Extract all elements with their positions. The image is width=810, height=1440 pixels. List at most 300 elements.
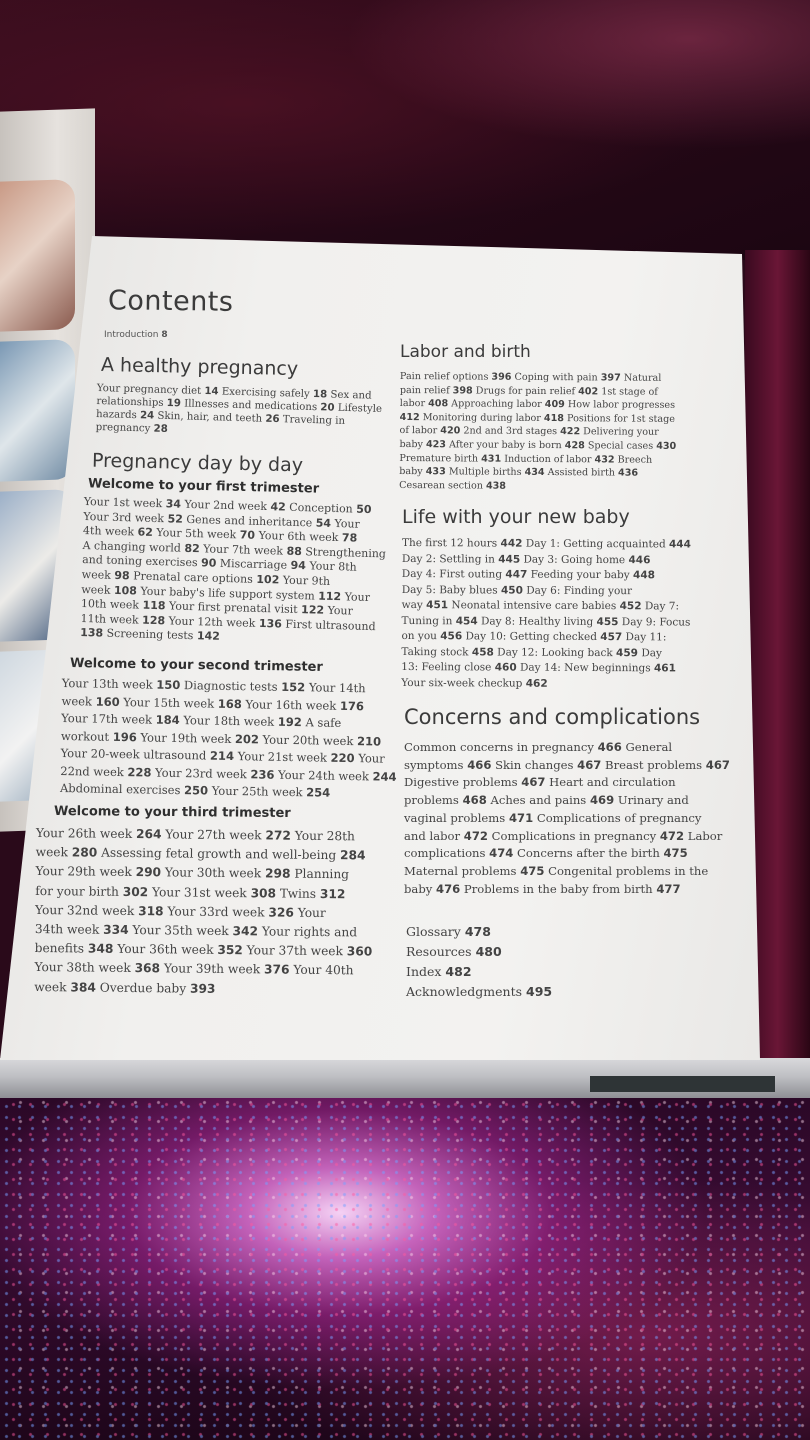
entry-text: Special cases: [584, 440, 657, 452]
toc-line: [404, 881, 730, 899]
page-number: 26: [265, 413, 280, 426]
entry-text: Exercising safely: [218, 386, 314, 401]
page-number: 70: [239, 528, 256, 542]
page-number: 18: [312, 389, 328, 401]
entry-text: Your: [323, 603, 354, 618]
toc-line: [404, 828, 730, 846]
page-number: 24: [139, 410, 155, 422]
entry-text: Sex and: [327, 389, 372, 402]
entry-text: Twins: [275, 886, 321, 901]
page-number: 318: [138, 903, 164, 919]
entry-text: week: [61, 693, 96, 709]
toc-line: [404, 774, 730, 792]
page-number: 20: [320, 402, 335, 414]
section-body-labor-and-birth: [399, 370, 677, 494]
entry-text: Your 19th week: [136, 729, 236, 746]
entry-text: How labor progresses: [564, 399, 676, 412]
entry-text: Prenatal care options: [129, 569, 257, 586]
section-body-life-with-new-baby: [401, 536, 691, 693]
toc-line: [402, 567, 691, 584]
entry-text: Concerns after the birth: [513, 846, 664, 861]
entry-text: pregnancy: [95, 421, 154, 435]
entry-text: The first 12 hours: [401, 537, 501, 550]
entry-text: Coping with pain: [511, 371, 601, 384]
introduction-entry: [104, 330, 168, 340]
toc-line: [404, 739, 730, 757]
page-number: 290: [135, 865, 162, 880]
page-number: 467: [705, 757, 730, 772]
page-number: 34: [165, 497, 182, 511]
page-number: 397: [600, 372, 621, 384]
entry-text: baby: [399, 438, 427, 451]
entry-text: week: [81, 567, 115, 582]
entry-text: Feeding your baby: [527, 568, 634, 582]
page-number: 42: [270, 500, 286, 514]
page-number: 451: [426, 599, 449, 612]
introduction-page: 8: [161, 330, 168, 340]
entry-text: Your 17th week: [61, 710, 156, 727]
entry-text: Your six-week checkup: [401, 676, 526, 690]
page-number: 280: [71, 845, 98, 860]
entry-text: Your: [354, 751, 385, 766]
entry-text: Your 7th week: [199, 542, 287, 558]
page-number: 108: [113, 583, 138, 598]
entry-text: General: [621, 740, 673, 754]
page-number: 122: [300, 603, 325, 617]
page-number: 434: [524, 467, 545, 479]
page-number: 368: [134, 961, 161, 976]
toc-line: [404, 810, 730, 828]
page-number: 50: [356, 502, 372, 517]
entry-text: Your: [293, 905, 326, 920]
page-number: 396: [491, 371, 512, 383]
entry-text: Index: [406, 964, 446, 979]
entry-text: week: [34, 979, 71, 994]
entry-text: Approaching labor: [448, 398, 545, 411]
page-number: 202: [234, 731, 260, 746]
toc-line: [402, 536, 691, 553]
page-number: 460: [494, 661, 517, 674]
entry-text: A safe: [301, 715, 342, 730]
entry-text: 1st stage of: [598, 385, 658, 398]
entry-text: Day 5: Baby blues: [401, 583, 502, 597]
page-number: 90: [200, 556, 217, 571]
section-heading-healthy-pregnancy: A healthy pregnancy: [100, 353, 299, 381]
entry-text: Your 26th week: [35, 825, 137, 842]
page-number: 436: [618, 467, 639, 479]
page-number: 495: [526, 984, 553, 999]
entry-text: Breast problems: [601, 757, 706, 772]
page-number: 94: [290, 559, 307, 573]
page-number: 118: [142, 598, 166, 613]
page-number: 250: [183, 783, 209, 798]
section-body-concerns-and-complications: [404, 739, 730, 898]
toc-line: [401, 644, 690, 661]
entry-text: Overdue baby: [95, 980, 191, 996]
page-number: 220: [330, 750, 355, 766]
toc-line: [399, 479, 676, 495]
entry-text: way: [401, 598, 427, 612]
entry-text: Your 35th week: [128, 922, 233, 939]
entry-text: baby: [404, 881, 436, 896]
back-matter-entry: [406, 982, 552, 1002]
toc-line: [402, 551, 691, 568]
entry-text: and toning exercises: [82, 553, 202, 570]
entry-text: symptoms: [404, 757, 468, 772]
photo-strip-1: [0, 179, 75, 332]
page-number: 433: [425, 466, 446, 478]
page-number: 236: [250, 766, 275, 782]
section-heading-pregnancy-day-by-day: Pregnancy day by day: [91, 449, 304, 477]
page-number: 475: [520, 863, 545, 878]
toc-line: [399, 438, 676, 454]
page-number: 62: [137, 525, 154, 540]
entry-text: Day 9: Focus: [618, 615, 691, 629]
toc-line: [400, 370, 677, 386]
entry-text: Problems in the baby from birth: [460, 881, 657, 896]
entry-text: After your baby is born: [445, 439, 565, 452]
entry-text: First ultrasound: [281, 617, 376, 633]
entry-text: Glossary: [406, 924, 465, 939]
entry-text: Skin, hair, and teeth: [154, 410, 266, 425]
entry-text: Your: [330, 516, 360, 531]
entry-text: Day: [637, 646, 662, 659]
entry-text: Your 39th week: [159, 961, 265, 977]
sparkle-texture: [0, 1090, 810, 1440]
entry-text: Heart and circulation: [545, 775, 676, 790]
entry-text: pain relief: [399, 384, 453, 396]
page-number: 469: [589, 793, 615, 808]
entry-text: Lifestyle: [334, 402, 383, 415]
toc-line: [402, 598, 691, 615]
entry-text: A changing world: [82, 538, 185, 555]
page-number: 422: [560, 426, 581, 438]
entry-text: Induction of labor: [501, 453, 595, 465]
entry-text: Traveling in: [279, 414, 346, 427]
entry-text: Common concerns in pregnancy: [404, 740, 598, 754]
page-number: 442: [500, 537, 523, 550]
page-number: 210: [356, 733, 382, 749]
page-number: 472: [463, 828, 488, 843]
page-number: 312: [319, 886, 346, 901]
toc-line: [402, 582, 691, 599]
page-number: 52: [167, 511, 184, 526]
page-number: 471: [508, 810, 534, 825]
entry-text: Your 20th week: [258, 731, 358, 748]
section-body-first-trimester: [80, 495, 387, 649]
page-number: 467: [577, 757, 602, 772]
entry-text: Miscarriage: [216, 557, 291, 573]
page-number: 474: [489, 846, 514, 861]
page-number: 472: [659, 828, 685, 843]
entry-text: Taking stock: [401, 645, 472, 658]
toc-line: [401, 660, 690, 677]
page-number: 384: [70, 979, 96, 995]
entry-text: Your: [341, 589, 371, 604]
page-number: 447: [505, 568, 528, 581]
page-number: 376: [263, 962, 290, 978]
page-number: 438: [485, 480, 507, 492]
entry-text: Breech: [614, 454, 653, 466]
entry-text: Abdominal exercises: [59, 780, 185, 798]
entry-text: Premature birth: [399, 452, 482, 465]
page-number: 428: [564, 440, 585, 452]
section-heading-life-with-new-baby: Life with your new baby: [402, 506, 630, 528]
entry-text: Your 14th: [305, 680, 366, 696]
entry-text: baby: [399, 466, 426, 478]
entry-text: Your 20-week ultrasound: [60, 745, 211, 763]
introduction-label: Introduction: [104, 330, 159, 340]
entry-text: for your birth: [35, 883, 123, 899]
page-number: 466: [597, 740, 622, 754]
entry-text: Positions for 1st stage: [563, 412, 675, 425]
page-number: 78: [341, 531, 358, 545]
toc-line: [404, 757, 730, 775]
entry-text: Your 3rd week: [83, 509, 168, 525]
section-heading-concerns-and-complications: Concerns and complications: [404, 705, 701, 729]
page-number: 480: [475, 944, 502, 959]
page-number: 476: [436, 881, 461, 896]
entry-text: Assisted birth: [544, 467, 619, 479]
page-number: 420: [440, 425, 461, 437]
page-number: 196: [112, 729, 137, 744]
entry-text: Complications of pregnancy: [533, 810, 702, 825]
entry-text: Cesarean section: [399, 479, 487, 492]
page-number: 28: [153, 423, 168, 435]
page-number: 342: [232, 924, 259, 939]
page-number: 192: [277, 714, 302, 730]
entry-text: Digestive problems: [404, 775, 522, 790]
entry-text: Your 31st week: [148, 884, 251, 900]
page-number: 452: [619, 600, 642, 613]
entry-text: 4th week: [82, 524, 138, 539]
back-matter-entry: [406, 922, 552, 942]
page-number: 254: [306, 785, 331, 800]
entry-text: Your 25th week: [208, 783, 307, 800]
entry-text: Your 24th week: [274, 767, 373, 783]
section-body-healthy-pregnancy: [96, 382, 383, 442]
entry-text: Day 12: Looking back: [493, 645, 617, 659]
entry-text: Day 11:: [622, 631, 667, 644]
page-title: Contents: [107, 285, 234, 318]
entry-text: Your 5th week: [152, 526, 240, 542]
back-matter-entry: [406, 962, 552, 982]
entry-text: Diagnostic tests: [180, 678, 282, 694]
entry-text: of labor: [399, 425, 441, 437]
page-number: 244: [372, 768, 397, 784]
entry-text: Your rights and: [257, 924, 358, 940]
toc-line: [404, 863, 730, 881]
entry-text: Your 18th week: [179, 713, 278, 729]
page-number: 98: [114, 568, 130, 583]
entry-text: Day 1: Getting acquainted: [522, 537, 670, 551]
entry-text: Skin changes: [491, 757, 578, 772]
entry-text: week: [35, 845, 72, 860]
entry-text: hazards: [95, 408, 141, 422]
page-number: 136: [258, 616, 283, 631]
entry-text: Your 21st week: [233, 749, 331, 765]
entry-text: Your 2nd week: [180, 497, 271, 514]
entry-text: vaginal problems: [404, 810, 509, 825]
entry-text: labor: [399, 398, 429, 410]
entry-text: 13: Feeling close: [401, 660, 495, 674]
page-number: 475: [663, 846, 688, 861]
page-number: 152: [281, 679, 306, 695]
subheading-first-trimester: Welcome to your first trimester: [87, 476, 320, 497]
entry-text: workout: [60, 728, 113, 744]
page-number: 360: [346, 944, 373, 959]
entry-text: Neonatal intensive care babies: [448, 599, 620, 613]
entry-text: Your 38th week: [34, 960, 135, 976]
page-number: 352: [217, 943, 243, 958]
entry-text: Your 30th week: [161, 865, 266, 881]
entry-text: Tuning in: [401, 614, 456, 627]
entry-text: Day 4: First outing: [401, 567, 506, 581]
entry-text: Acknowledgments: [406, 984, 526, 999]
entry-text: Your 13th week: [61, 675, 157, 692]
page-number: 455: [596, 615, 619, 628]
entry-text: on you: [401, 629, 441, 643]
page-number: 431: [481, 453, 502, 465]
page-number: 454: [455, 614, 478, 627]
page-number: 448: [633, 569, 656, 582]
entry-text: Genes and inheritance: [182, 512, 316, 530]
entry-text: Your 12th week: [164, 614, 260, 630]
entry-text: complications: [404, 846, 490, 861]
entry-text: Urinary and: [614, 793, 689, 808]
page-number: 432: [594, 453, 615, 466]
toc-line: [404, 845, 730, 863]
entry-text: Day 10: Getting checked: [462, 630, 601, 644]
entry-text: Your 29th week: [35, 864, 136, 880]
toc-line: [401, 675, 690, 692]
page-number: 214: [209, 748, 235, 764]
page-number: 444: [668, 538, 691, 551]
toc-line: [401, 629, 690, 646]
entry-text: Your 9th: [279, 573, 331, 588]
entry-text: Your 33rd week: [163, 904, 269, 920]
section-body-second-trimester: [60, 675, 398, 803]
page-number: 466: [467, 757, 492, 772]
entry-text: Your 27th week: [161, 827, 266, 843]
page-number: 102: [256, 572, 280, 587]
entry-text: problems: [404, 793, 463, 808]
entry-text: Delivering your: [580, 426, 659, 439]
page-number: 456: [440, 630, 463, 643]
page-number: 128: [141, 613, 166, 628]
back-matter-entry: [406, 942, 552, 962]
page-number: 334: [103, 922, 129, 937]
page-number: 418: [543, 412, 565, 424]
entry-text: Maternal problems: [404, 863, 521, 878]
entry-text: Congenital problems in the: [544, 863, 709, 878]
page-number: 393: [189, 981, 216, 996]
page-number: 326: [268, 905, 294, 920]
entry-text: Complications in pregnancy: [487, 828, 660, 843]
toc-line: [402, 613, 691, 630]
subheading-third-trimester: Welcome to your third trimester: [53, 803, 291, 822]
page-number: 264: [135, 827, 162, 842]
page-number: 54: [315, 516, 332, 530]
page-number: 138: [79, 626, 104, 640]
page-number: 398: [452, 384, 473, 397]
entry-text: relationships: [96, 395, 167, 409]
page-number: 176: [339, 698, 365, 713]
entry-text: Labor: [684, 828, 723, 843]
page-number: 168: [217, 696, 242, 711]
entry-text: Your pregnancy diet: [96, 382, 205, 398]
page-number: 302: [122, 884, 149, 899]
section-heading-labor-and-birth: Labor and birth: [400, 342, 531, 362]
page-number: 150: [156, 677, 181, 693]
page-number: 461: [653, 662, 676, 675]
entry-text: Your 23rd week: [151, 765, 251, 781]
entry-text: Your 40th: [289, 963, 354, 978]
entry-text: Day 6: Finding your: [522, 584, 633, 597]
entry-text: 10th week: [80, 597, 143, 612]
page-number: 458: [471, 645, 494, 658]
page-number: 112: [318, 589, 342, 603]
subheading-second-trimester: Welcome to your second trimester: [69, 656, 323, 675]
page-number: 450: [500, 584, 523, 597]
back-matter-list: [406, 922, 552, 1002]
page-number: 445: [498, 553, 521, 566]
page-number: 468: [462, 793, 487, 808]
entry-text: Your 32nd week: [35, 902, 139, 918]
page-number: 430: [656, 440, 677, 452]
page-number: 462: [525, 677, 548, 690]
book-cover-dark-band: [590, 1076, 775, 1092]
entry-text: Day 8: Healthy living: [477, 614, 597, 628]
entry-text: 34th week: [34, 922, 104, 937]
page-number: 402: [578, 385, 599, 397]
entry-text: Multiple births: [445, 466, 525, 479]
page-number: 228: [127, 764, 152, 780]
page-number: 446: [628, 553, 651, 566]
photo-strip-2: [0, 339, 75, 482]
page-number: 482: [445, 964, 472, 979]
background-fabric-top: [0, 0, 810, 260]
page-number: 184: [155, 712, 180, 728]
section-body-third-trimester: [34, 824, 373, 1000]
page-number: 408: [428, 398, 449, 410]
entry-text: Illnesses and medications: [180, 398, 321, 414]
page-number: 142: [196, 629, 221, 644]
entry-text: Your 28th: [290, 828, 356, 844]
page-number: 272: [265, 828, 291, 843]
toc-line: [404, 792, 730, 810]
page-number: 19: [166, 397, 182, 410]
page-number: 348: [87, 941, 114, 957]
entry-text: 2nd and 3rd stages: [460, 425, 561, 438]
entry-text: Your 16th week: [241, 696, 341, 713]
entry-text: Monitoring during labor: [419, 411, 544, 424]
entry-text: Your first prenatal visit: [165, 599, 302, 617]
entry-text: Day 2: Settling in: [401, 552, 499, 566]
entry-text: Your 8th: [305, 559, 357, 575]
entry-text: Screening tests: [102, 626, 198, 643]
entry-text: Your 15th week: [119, 694, 218, 711]
page-number: 477: [656, 881, 681, 896]
entry-text: Day 7:: [641, 600, 680, 613]
entry-text: 22nd week: [60, 763, 128, 779]
entry-text: Resources: [406, 944, 476, 959]
entry-text: Your baby's life support system: [136, 584, 319, 603]
page-number: 457: [600, 631, 623, 644]
page-number: 82: [184, 541, 200, 556]
entry-text: week: [81, 582, 115, 597]
entry-text: Conception: [285, 500, 357, 516]
